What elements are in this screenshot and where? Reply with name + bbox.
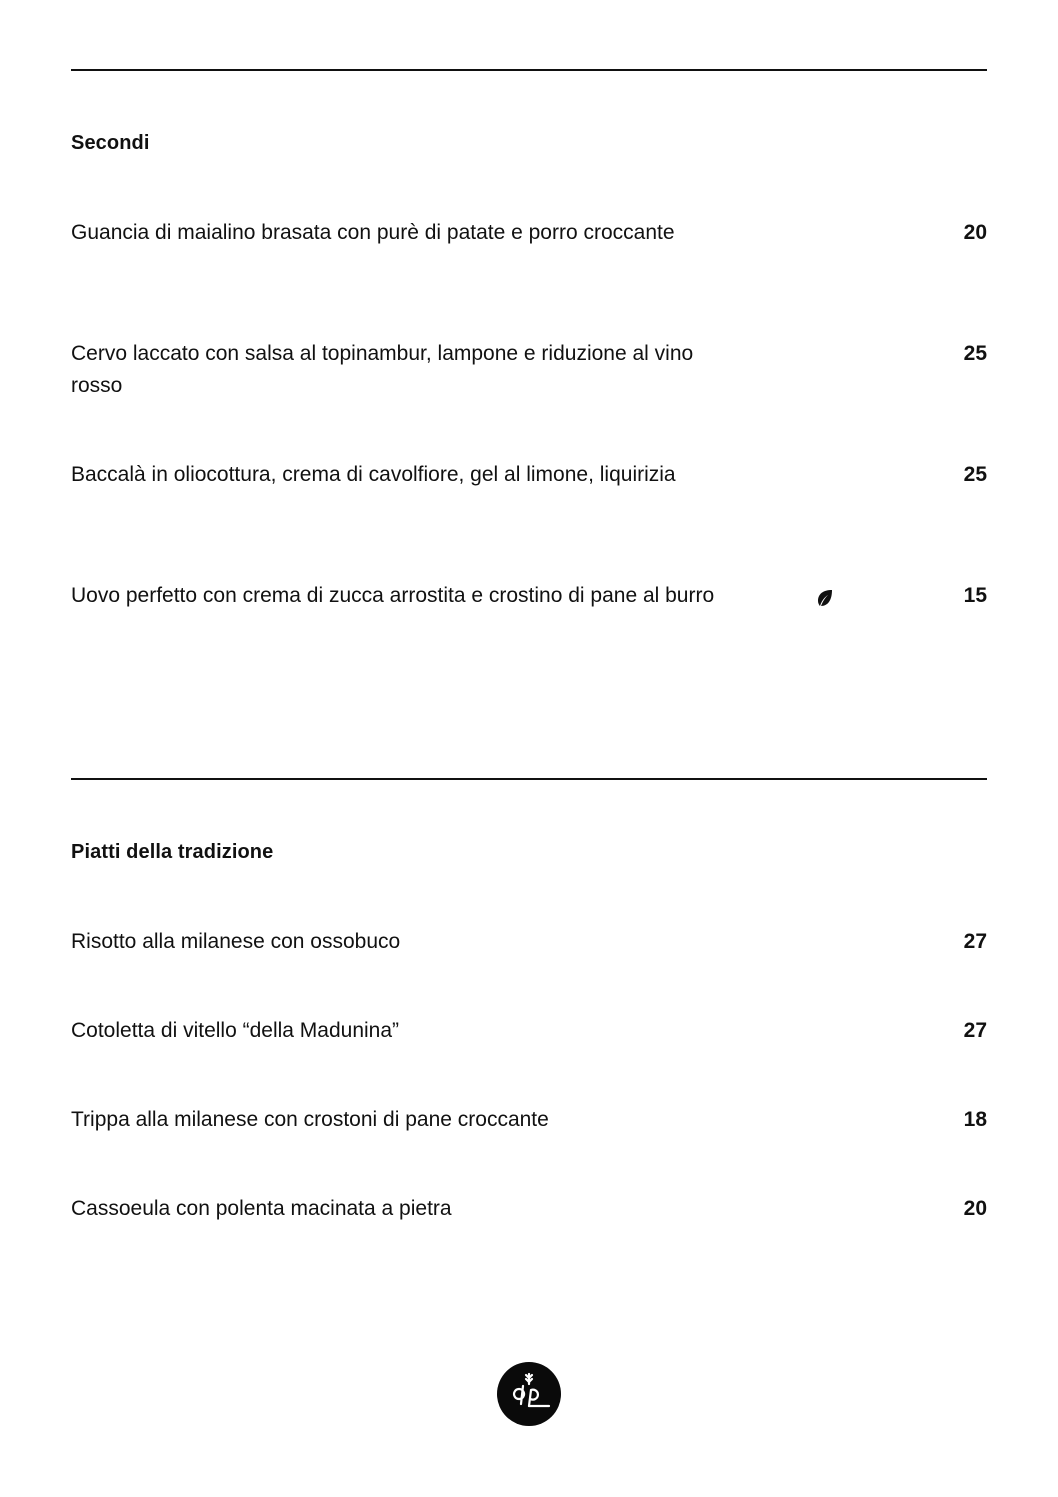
menu-item-description: Cotoletta di vitello “della Madunina” xyxy=(71,1019,400,1042)
menu-item-price: 25 xyxy=(963,463,987,486)
menu-item-description: Baccalà in oliocottura, crema di cavolfiore, gel al limone, liquirizia xyxy=(71,463,676,486)
menu-item-price: 20 xyxy=(963,221,987,244)
section-title-secondi: Secondi xyxy=(71,132,150,154)
section-divider-tradizione xyxy=(71,778,987,780)
leaf-icon xyxy=(815,588,835,608)
section-divider-secondi xyxy=(71,69,987,71)
menu-item-price: 27 xyxy=(963,1019,987,1042)
menu-item-price: 15 xyxy=(963,584,987,607)
menu-item-description: Uovo perfetto con crema di zucca arrostita e crostino di pane al burro xyxy=(71,584,715,607)
menu-item-description: Guancia di maialino brasata con purè di patate e porro croccante xyxy=(71,221,675,244)
menu-item-price: 18 xyxy=(963,1108,987,1131)
menu-item-price: 27 xyxy=(963,930,987,953)
menu-item-description: Cervo laccato con salsa al topinambur, lampone e riduzione al vino rosso xyxy=(71,342,694,397)
section-title-tradizione: Piatti della tradizione xyxy=(71,841,274,863)
menu-item-price: 20 xyxy=(963,1197,987,1220)
menu-item-description: Cassoeula con polenta macinata a pietra xyxy=(71,1197,452,1220)
menu-item-description: Risotto alla milanese con ossobuco xyxy=(71,930,401,953)
menu-item-price: 25 xyxy=(963,342,987,365)
wheat-logo-icon xyxy=(497,1362,561,1426)
menu-item-description: Trippa alla milanese con crostoni di pane croccante xyxy=(71,1108,549,1131)
